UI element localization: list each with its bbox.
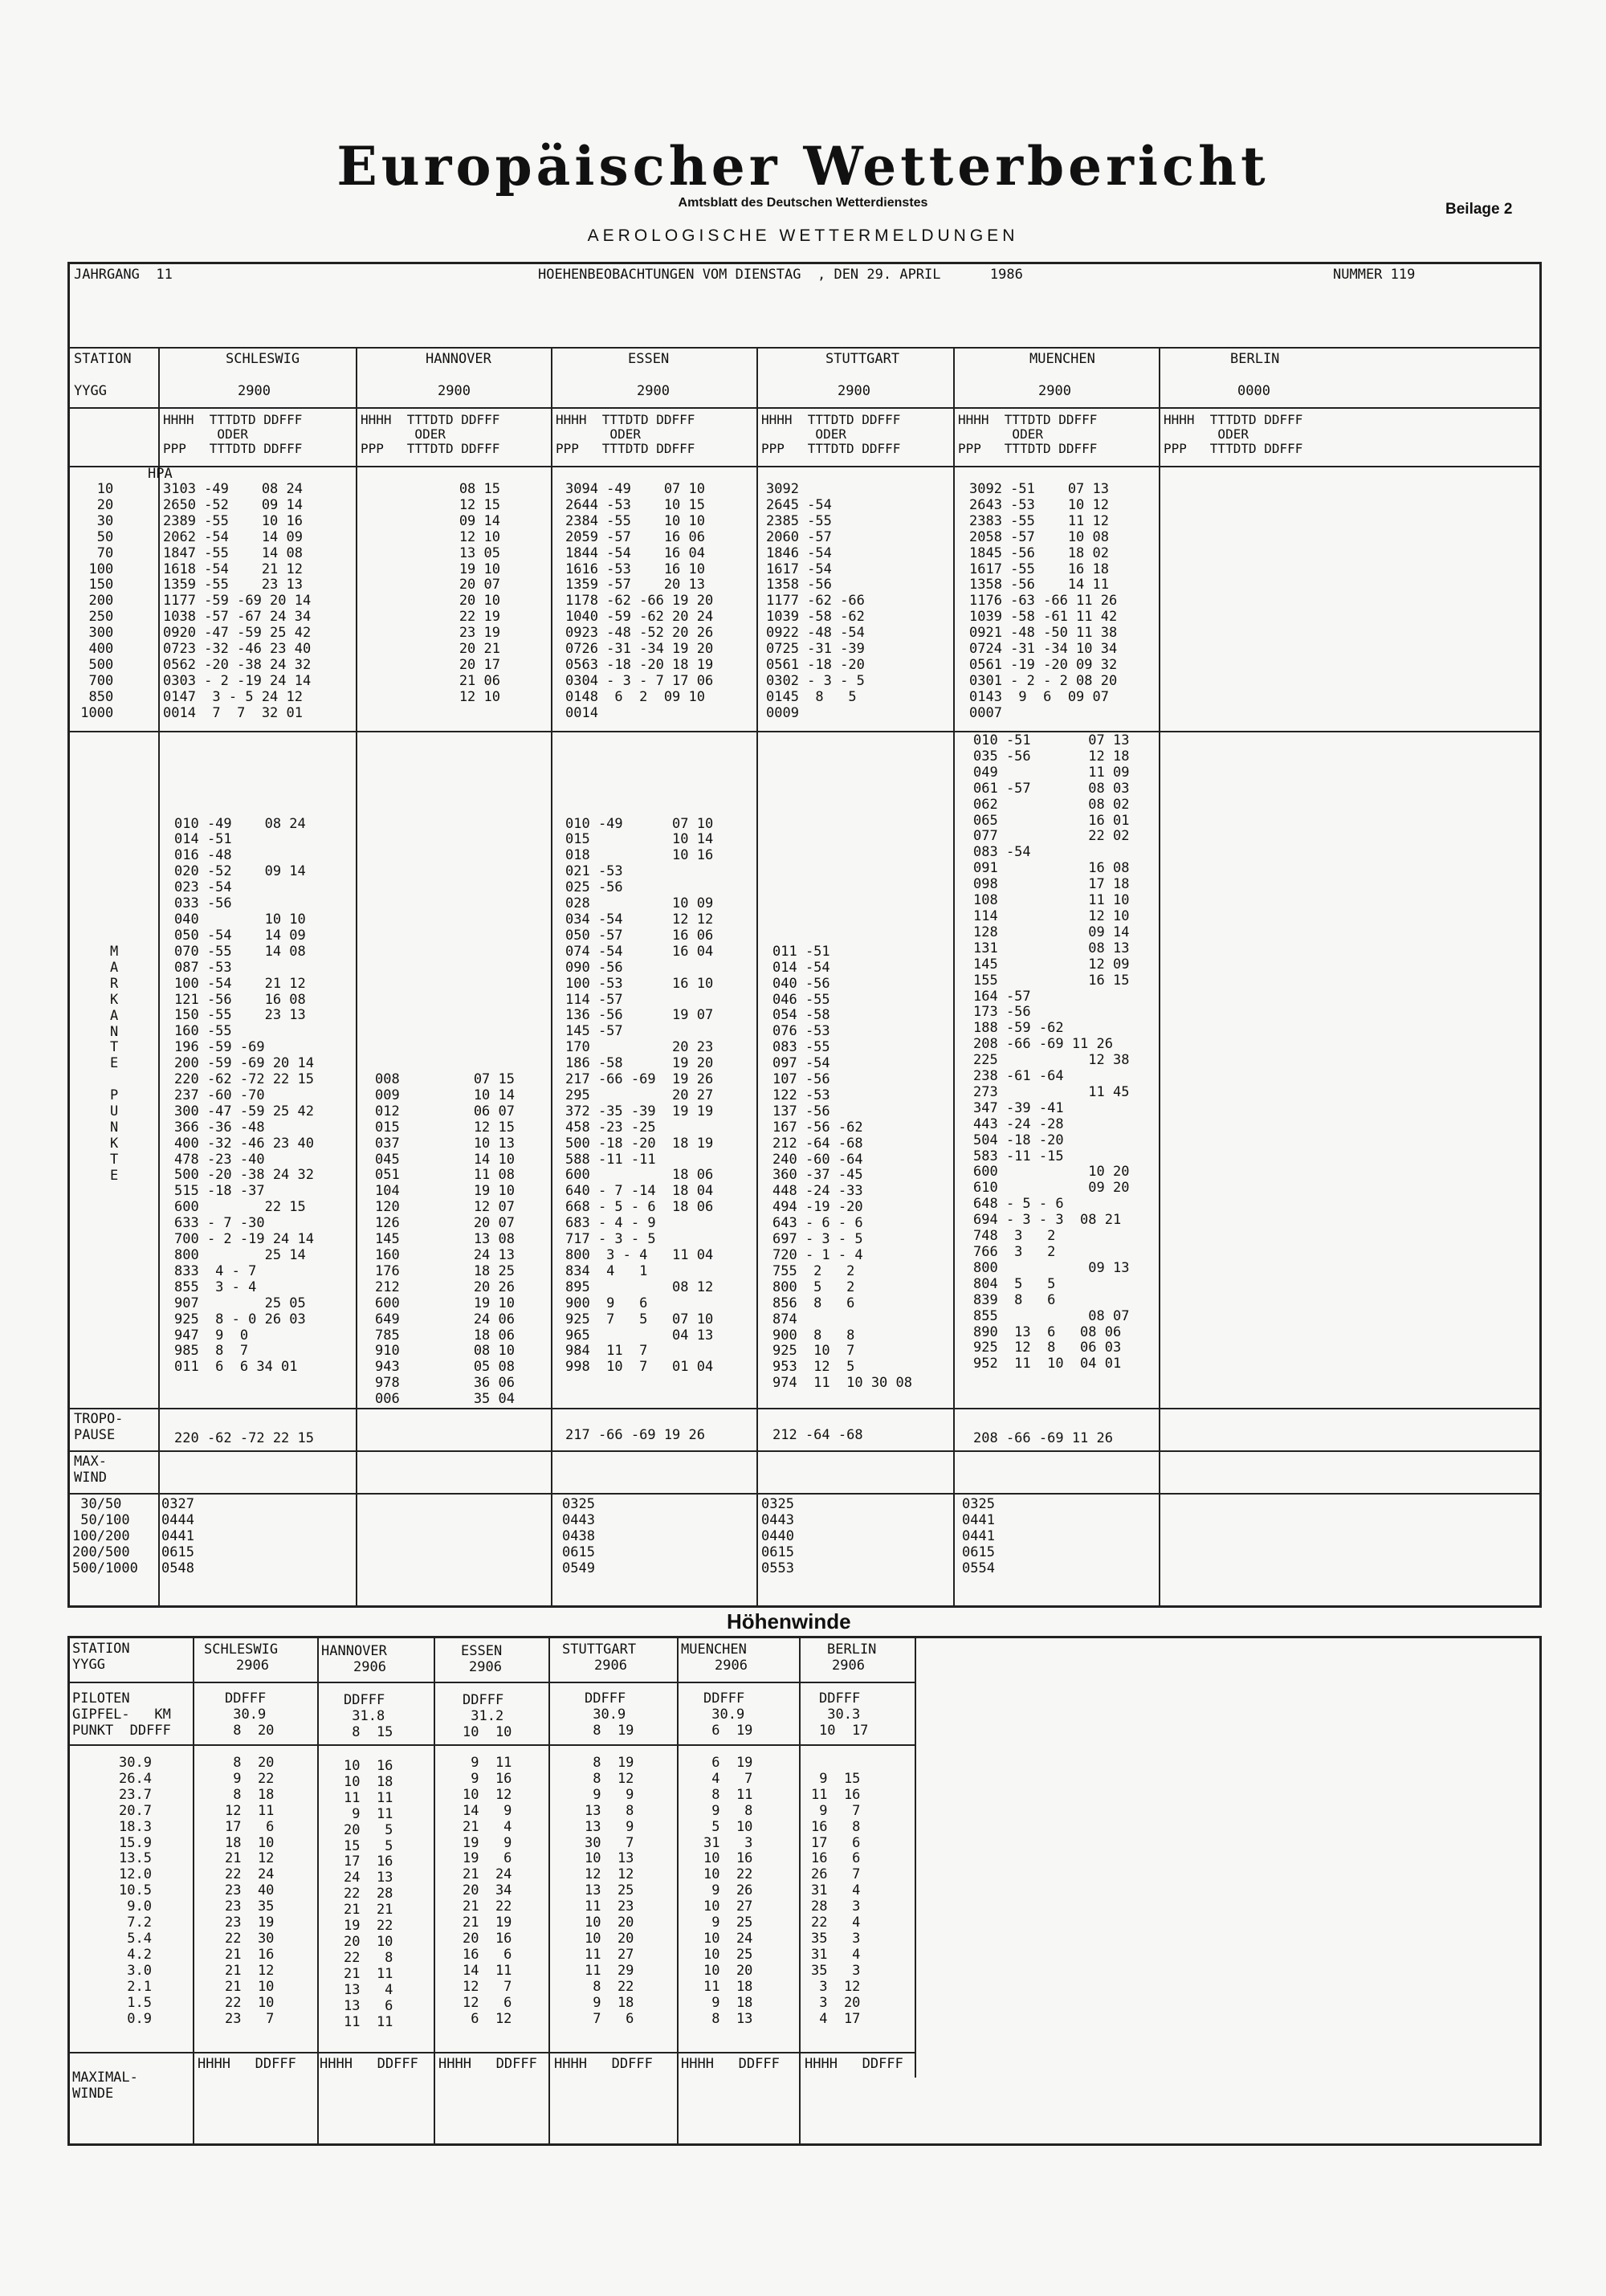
layer-values: 0325 0441 0441 0615 0554 — [962, 1496, 995, 1576]
winds-station-yygg: 2906 — [353, 1659, 386, 1675]
standard-levels: 3092 2645 -54 2385 -55 2060 -57 1846 -54 1617 -54 1358 -56 1177 -62 -66 1039 -58 -62 0922 -48 -54 0725 -31 -39 0561 -18 -20 0302 - 3 - 5 0145 8 5 0009 — [766, 481, 865, 721]
winds-station-name: SCHLESWIG — [204, 1641, 279, 1658]
jahrgang: JAHRGANG 11 — [74, 267, 173, 283]
maximal-winde-label: MAXIMAL- WINDE — [72, 2070, 138, 2102]
tropopause-value: 208 -66 -69 11 26 — [973, 1430, 1113, 1446]
station-yygg: 2900 — [438, 383, 471, 399]
subtitle: Amtsblatt des Deutschen Wetterdienstes — [678, 196, 928, 210]
piloten-label: PILOTEN GIPFEL- KM PUNKT DDFFF — [72, 1690, 171, 1739]
wind-values: 8 20 9 22 8 18 12 11 17 6 18 10 21 12 22 24 23 40 23 35 23 19 22 30 21 16 21 12 21 10 22 10 23 7 — [225, 1755, 275, 2027]
station-name: HANNOVER — [426, 351, 491, 367]
pilot-summit: DDFFF 30.9 8 20 — [225, 1690, 275, 1739]
issue-number: NUMMER 119 — [1333, 267, 1416, 283]
station-yygg: 2900 — [838, 383, 870, 399]
pilot-summit: DDFFF 31.2 10 10 — [463, 1692, 512, 1740]
wind-values: 6 19 4 7 8 11 9 8 5 10 31 3 10 16 10 22 9 26 10 27 9 25 10 24 10 25 10 20 11 18 9 18 8 13 — [703, 1755, 753, 2027]
pilot-summit: DDFFF 30.3 10 17 — [819, 1690, 869, 1739]
beilage-label: Beilage 2 — [1445, 201, 1513, 218]
winds-heading: Höhenwinde — [727, 1609, 851, 1633]
layer-values: 0325 0443 0440 0615 0553 — [761, 1496, 794, 1576]
station-name: ESSEN — [628, 351, 670, 367]
tropopause-value: 217 -66 -69 19 26 — [565, 1427, 705, 1443]
column-header: HHHH TTTDTD DDFFF ODER PPP TTTDTD DDFFF — [761, 412, 901, 456]
winds-station-name: ESSEN — [461, 1643, 503, 1659]
winds-station-name: STUTTGART — [562, 1641, 637, 1658]
winds-station-yygg: 2906 — [236, 1658, 269, 1674]
significant-levels: 011 -51 014 -54 040 -56 046 -55 054 -58 076 -53 083 -55 097 -54 107 -56 122 -53 137 -56 167 -56 -62 212 -64 -68 240 -60 -64 360 -37 -45 448 -24 -33 494 -19 -20 643 - 6 - 6 697 - 3 - 5 720 - 1 - 4 755 2 2 800 5 2 856 8 6 874 900 8 8 925 10 7 953 12 5 974 11 10 30 08 — [772, 943, 912, 1392]
station-label: STATION — [74, 351, 132, 367]
winds-station-label: STATION YYGG — [72, 1641, 130, 1673]
yygg-label: YYGG — [74, 383, 107, 399]
maxwind-header: HHHH DDFFF — [198, 2056, 296, 2072]
column-header: HHHH TTTDTD DDFFF ODER PPP TTTDTD DDFFF — [361, 412, 500, 456]
significant-levels: 008 07 15 009 10 14 012 06 07 015 12 15 037 10 13 045 14 10 051 11 08 104 19 10 120 12 07 126 20 07 145 13 08 160 24 13 176 18 25 212 20 26 600 19 10 649 24 06 785 18 06 910 08 10 943 05 08 978 36 06 006 35 04 — [375, 1071, 515, 1408]
column-header: HHHH TTTDTD DDFFF ODER PPP TTTDTD DDFFF — [958, 412, 1098, 456]
standard-levels: 3094 -49 07 10 2644 -53 10 15 2384 -55 10 10 2059 -57 16 06 1844 -54 16 04 1616 -53 16 10 1359 -57 20 13 1178 -62 -66 19 20 1040 -59 -62 20 24 0923 -48 -52 20 26 0726 -31 -34 19 20 0563 -18 -20 18 19 0304 - 3 - 7 17 06 0148 6 2 09 10 0014 — [565, 481, 714, 721]
maxwind-header: HHHH DDFFF — [438, 2056, 537, 2072]
winds-station-yygg: 2906 — [469, 1659, 502, 1675]
pressure-levels: 10 20 30 50 70 100 150 200 250 300 400 500 700 850 1000 — [80, 481, 114, 721]
station-yygg: 2900 — [238, 383, 271, 399]
pilot-summit: DDFFF 30.9 6 19 — [703, 1690, 753, 1739]
winds-station-yygg: 2906 — [832, 1658, 865, 1674]
station-yygg: 2900 — [637, 383, 670, 399]
column-header: HHHH TTTDTD DDFFF ODER PPP TTTDTD DDFFF — [556, 412, 695, 456]
layer-values: 0327 0444 0441 0615 0548 — [161, 1496, 194, 1576]
tropopause-label: TROPO- PAUSE — [74, 1411, 124, 1443]
winds-station-name: BERLIN — [827, 1641, 877, 1658]
station-yygg: 2900 — [1038, 383, 1071, 399]
layer-values: 0325 0443 0438 0615 0549 — [562, 1496, 595, 1576]
station-name: BERLIN — [1230, 351, 1280, 367]
station-yygg: 0000 — [1237, 383, 1270, 399]
pilot-summit: DDFFF 30.9 8 19 — [585, 1690, 634, 1739]
station-name: SCHLESWIG — [226, 351, 300, 367]
layer-label: 30/50 50/100 100/200 200/500 500/1000 — [72, 1496, 138, 1576]
maxwind-label: MAX- WIND — [74, 1454, 107, 1486]
wind-values: 8 19 8 12 9 9 13 8 13 9 30 7 10 13 12 12 13 25 11 23 10 20 10 20 11 27 11 29 8 22 9 18 7 6 — [585, 1755, 634, 2027]
standard-levels: 3092 -51 07 13 2643 -53 10 12 2383 -55 11 12 2058 -57 10 08 1845 -56 18 02 1617 -55 16 18 1358 -56 14 11 1176 -63 -66 11 26 1039 -58 -61 11 42 0921 -48 -50 11 38 0724 -31 -34 10 34 0561 -19 -20 09 32 0301 - 2 - 2 08 20 0143 9 6 09 07 0007 — [969, 481, 1118, 721]
station-name: STUTTGART — [825, 351, 900, 367]
maxwind-header: HHHH DDFFF — [320, 2056, 418, 2072]
pilot-summit: DDFFF 31.8 8 15 — [344, 1692, 393, 1740]
winds-station-yygg: 2906 — [594, 1658, 627, 1674]
winds-station-yygg: 2906 — [715, 1658, 748, 1674]
observation-date: HOEHENBEOBACHTUNGEN VOM DIENSTAG , DEN 29. APRIL 1986 — [538, 267, 1023, 283]
tropopause-value: 220 -62 -72 22 15 — [174, 1430, 314, 1446]
winds-station-name: MUENCHEN — [681, 1641, 747, 1658]
hpa-label: HPA — [148, 466, 173, 482]
wind-values: 10 16 10 18 11 11 9 11 20 5 15 5 17 16 24 13 22 28 21 21 19 22 20 10 22 8 21 11 13 4 13 6 11 11 — [344, 1758, 393, 2030]
significant-levels: 010 -51 07 13 035 -56 12 18 049 11 09 061 -57 08 03 062 08 02 065 16 01 077 22 02 083 -54 091 16 08 098 17 18 108 11 10 114 12 10 128 09 14 131 08 13 145 12 09 155 16 15 164 -57 173 -56 188 -59 -62 208 -66 -69 11 26 225 12 38 238 -61 -64 273 11 45 347 -39 -41 443 -24 -28 504 -18 -20 583 -11 -15 600 10 20 610 09 20 648 - 5 - 6 694 - 3 - 3 08 21 748 3 2 766 3 2 800 09 13 804 5 5 839 8 6 855 08 07 890 13 6 08 06 925 12 8 06 03 952 11 10 04 01 — [973, 732, 1130, 1372]
column-header: HHHH TTTDTD DDFFF ODER PPP TTTDTD DDFFF — [163, 412, 303, 456]
station-name: MUENCHEN — [1029, 351, 1095, 367]
page-title: Europäischer Wetterbericht — [336, 135, 1270, 198]
maxwind-header: HHHH DDFFF — [681, 2056, 780, 2072]
standard-levels: 3103 -49 08 24 2650 -52 09 14 2389 -55 10 16 2062 -54 14 09 1847 -55 14 08 1618 -54 21 12 1359 -55 23 13 1177 -59 -69 20 14 1038 -57 -67 24 34 0920 -47 -59 25 42 0723 -32 -46 23 40 0562 -20 -38 24 32 0303 - 2 -19 24 14 0147 3 - 5 24 12 0014 7 7 32 01 — [163, 481, 312, 721]
significant-levels: 010 -49 07 10 015 10 14 018 10 16 021 -53 025 -56 028 10 09 034 -54 12 12 050 -57 16 06 074 -54 16 04 090 -56 100 -53 16 10 114 -57 136 -56 19 07 145 -57 170 20 23 186 -58 19 20 217 -66 -69 19 26 295 20 27 372 -35 -39 19 19 458 -23 -25 500 -18 -20 18 19 588 -11 -11 600 18 06 640 - 7 -14 18 04 668 - 5 - 6 18 06 683 - 4 - 9 717 - 3 - 5 800 3 - 4 11 04 834 4 1 895 08 12 900 9 6 925 7 5 07 10 965 04 13 984 11 7 998 10 7 01 04 — [565, 815, 714, 1376]
standard-levels: 08 15 12 15 09 14 12 10 13 05 19 10 20 07 20 10 22 19 23 19 20 21 20 17 21 06 12 10 — [459, 481, 500, 705]
maxwind-header: HHHH DDFFF — [554, 2056, 653, 2072]
wind-values: 9 15 11 16 9 7 16 8 17 6 16 6 26 7 31 4 28 3 22 4 35 3 31 4 35 3 3 12 3 20 4 17 — [811, 1770, 861, 2027]
column-header: HHHH TTTDTD DDFFF ODER PPP TTTDTD DDFFF — [1164, 412, 1303, 456]
tropopause-value: 212 -64 -68 — [772, 1427, 863, 1443]
wind-values: 9 11 9 16 10 12 14 9 21 4 19 9 19 6 21 24 20 34 21 22 21 19 20 16 16 6 14 11 12 7 12 6 6 12 — [463, 1755, 512, 2027]
maxwind-header: HHHH DDFFF — [805, 2056, 903, 2072]
significant-points-label: M A R K A N T E P U N K T E — [110, 944, 119, 1184]
significant-levels: 010 -49 08 24 014 -51 016 -48 020 -52 09 14 023 -54 033 -56 040 10 10 050 -54 14 09 070 -55 14 08 087 -53 100 -54 21 12 121 -56 16 08 150 -55 23 13 160 -55 196 -59 -69 200 -59 -69 20 14 220 -62 -72 22 15 237 -60 -70 300 -47 -59 25 42 366 -36 -48 400 -32 -46 23 40 478 -23 -40 500 -20 -38 24 32 515 -18 -37 600 22 15 633 - 7 -30 700 - 2 -19 24 14 800 25 14 833 4 - 7 855 3 - 4 907 25 05 925 8 - 0 26 03 947 9 0 985 8 7 011 6 6 34 01 — [174, 815, 314, 1376]
winds-station-name: HANNOVER — [321, 1643, 387, 1659]
section-title: AEROLOGISCHE WETTERMELDUNGEN — [587, 226, 1019, 245]
height-levels: 30.9 26.4 23.7 20.7 18.3 15.9 13.5 12.0 10.5 9.0 7.2 5.4 4.2 3.0 2.1 1.5 0.9 — [119, 1755, 152, 2027]
